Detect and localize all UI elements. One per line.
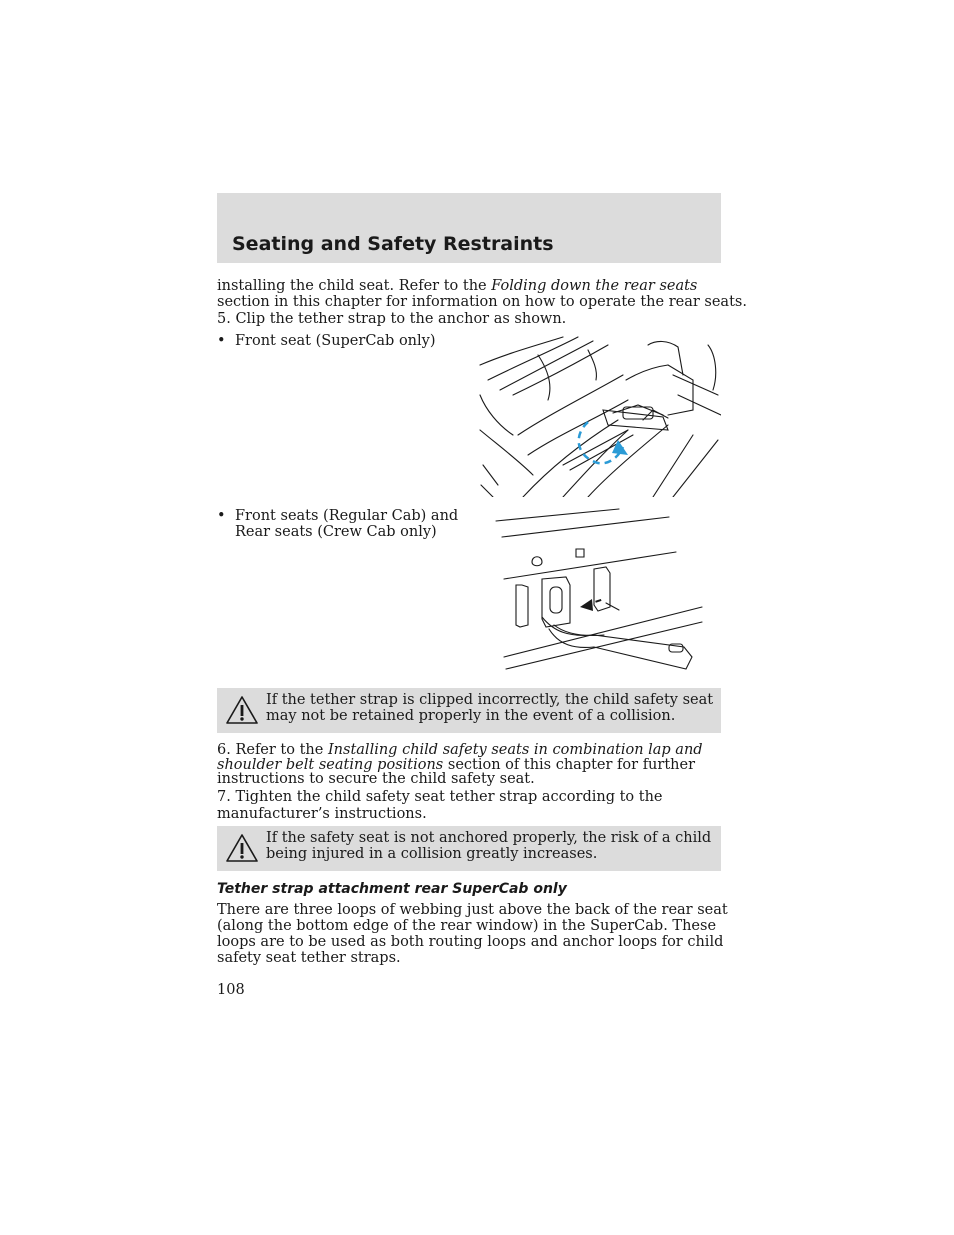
body-line-2: (along the bottom edge of the rear window) in the SuperCab. These (217, 918, 717, 934)
bullet-dot: • (217, 333, 226, 349)
intro-line-2: section in this chapter for information on how to operate the rear seats. (217, 294, 747, 310)
warning-text-line-2: may not be retained properly in the event of a collision. (266, 708, 676, 724)
page-number: 108 (217, 982, 245, 998)
warning-triangle-icon (225, 832, 259, 864)
step-6-line-3: instructions to secure the child safety seat. (217, 771, 535, 787)
intro-line-1 (217, 278, 697, 294)
step-7-line-1: 7. Tighten the child safety seat tether strap according to the (217, 789, 663, 805)
section-title: Seating and Safety Restraints (232, 233, 554, 255)
body-line-3: loops are to be used as both routing loops and anchor loops for child (217, 934, 724, 950)
bullet-text-line-1: Front seats (Regular Cab) and (235, 508, 459, 524)
warning-text-line-1: If the tether strap is clipped incorrectly, the child safety seat (266, 692, 714, 708)
intro-italic-ref: Folding down the rear seats (491, 278, 698, 294)
step-6-italic-ref-2: shoulder belt seating positions (217, 757, 444, 773)
warning-text-line-2: being injured in a collision greatly increases. (266, 846, 598, 862)
warning-box-anchor (217, 826, 721, 871)
bullet-text-line-2: Rear seats (Crew Cab only) (235, 524, 437, 540)
warning-triangle-icon (225, 694, 259, 726)
step-6-line-1 (217, 742, 703, 758)
regular-cab-anchor-illustration (494, 507, 704, 673)
intro-text: installing the child seat. Refer to the (217, 278, 492, 294)
bullet-dot: • (217, 508, 226, 524)
step-7-line-2: manufacturer’s instructions. (217, 806, 427, 822)
warning-text-line-1: If the safety seat is not anchored properly, the risk of a child (266, 830, 712, 846)
bullet-text: Front seat (SuperCab only) (235, 333, 436, 349)
warning-box-tether-clip (217, 688, 721, 733)
subheading-tether-supercab: Tether strap attachment rear SuperCab only (217, 881, 567, 897)
supercab-anchor-illustration (478, 335, 721, 497)
step-5: 5. Clip the tether strap to the anchor as shown. (217, 311, 567, 327)
step-6-text: 6. Refer to the (217, 742, 328, 758)
step-6-italic-ref: Installing child safety seats in combination lap and (327, 742, 703, 758)
step-6-text-2: section of this chapter for further (443, 757, 696, 773)
body-line-4: safety seat tether straps. (217, 950, 401, 966)
body-line-1: There are three loops of webbing just above the back of the rear seat (217, 902, 728, 918)
